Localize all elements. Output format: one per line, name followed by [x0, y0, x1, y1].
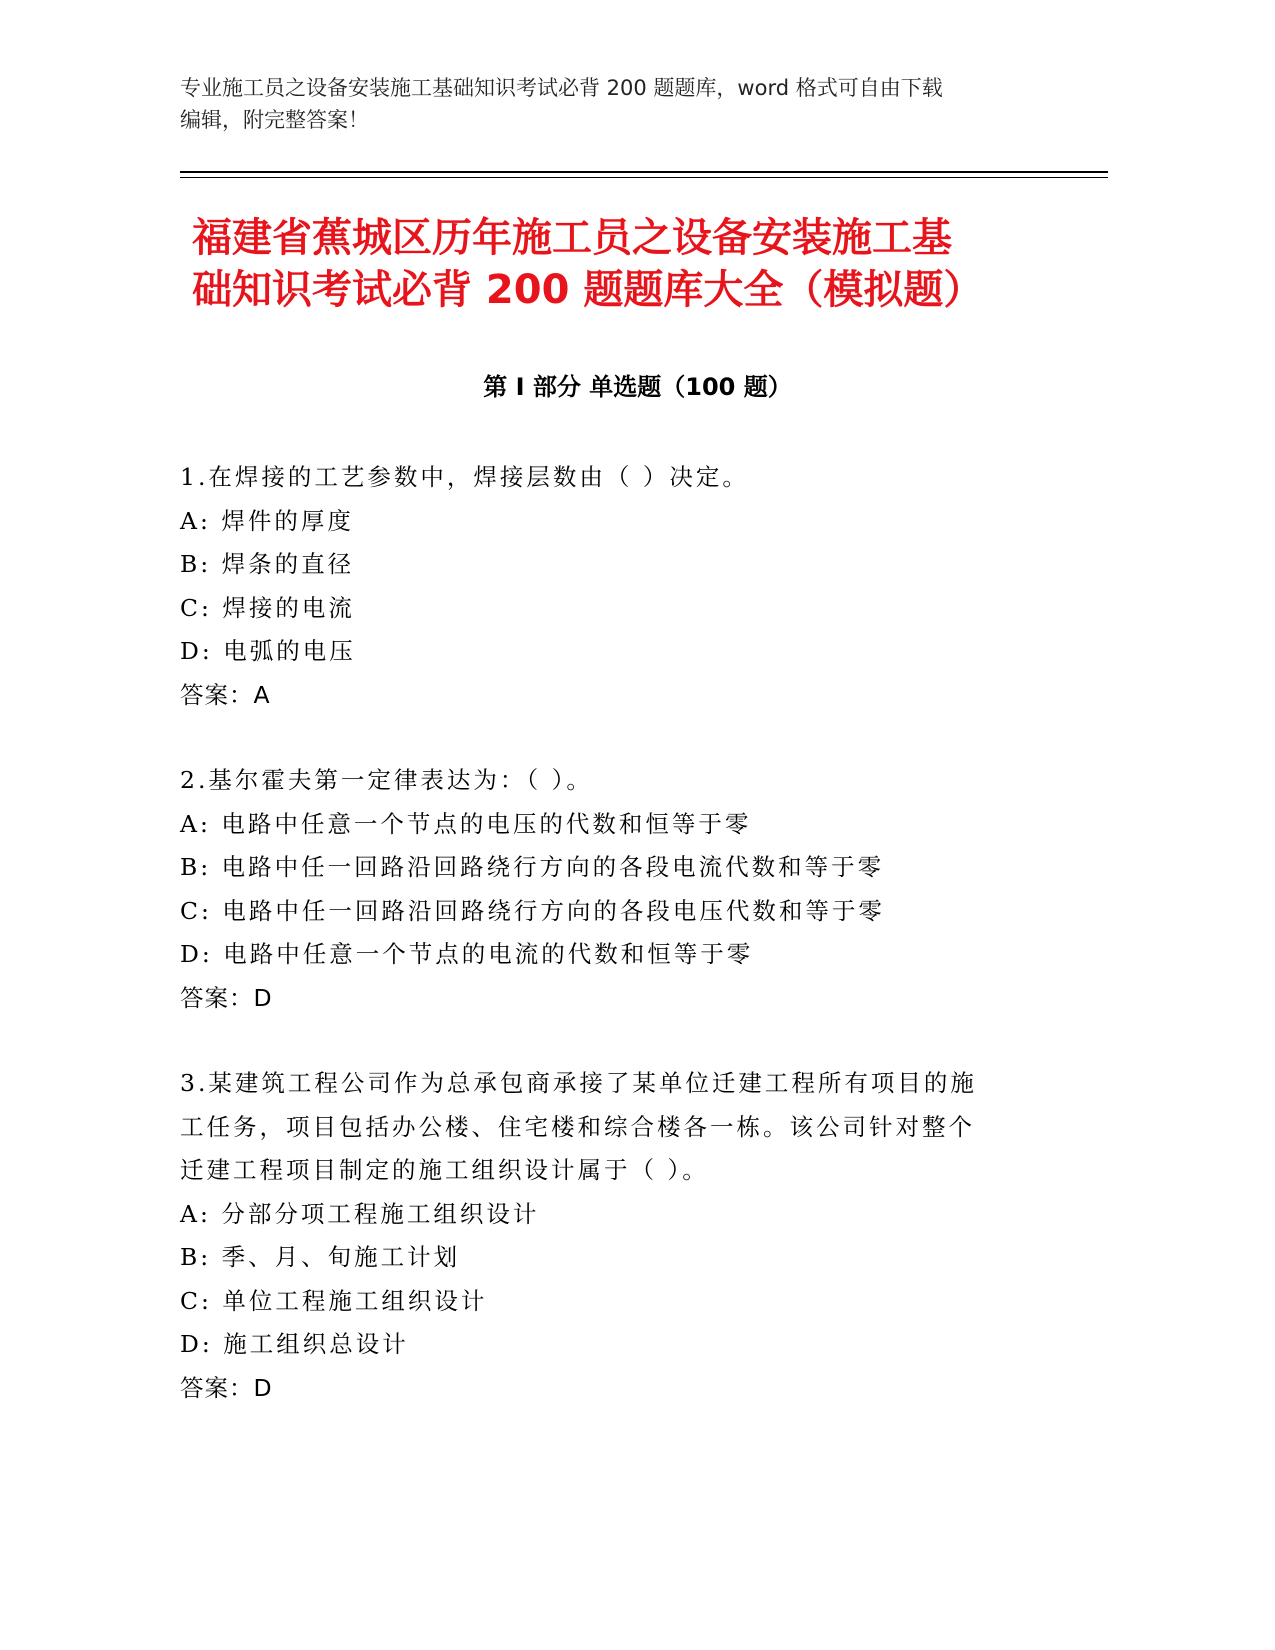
question-stem [180, 759, 1090, 803]
stem-line: 迁建工程项目制定的施工组织设计属于（ ）。 [180, 1156, 709, 1184]
stem-line: 3.某建筑工程公司作为总承包商承接了某单位迁建工程所有项目的施 [180, 1069, 977, 1097]
answer: 答案：D [180, 983, 273, 1012]
option-d: D: 施工组织总设计 [180, 1330, 409, 1358]
title-line-1: 福建省蕉城区历年施工员之设备安装施工基 [192, 215, 952, 261]
answer: 答案：D [180, 1373, 273, 1402]
option-c: C: 电路中任一回路沿回路绕行方向的各段电压代数和等于零 [180, 896, 885, 925]
question-1 [180, 456, 1090, 717]
option-a: A: 焊件的厚度 [180, 506, 354, 535]
stem-line: 2.基尔霍夫第一定律表达为：（ ）。 [180, 766, 593, 794]
option-a: A: 电路中任意一个节点的电压的代数和恒等于零 [180, 809, 752, 838]
stem-line: 1.在焊接的工艺参数中，焊接层数由（ ）决定。 [180, 463, 749, 491]
page-title [192, 212, 1062, 316]
question-stem [180, 456, 1090, 500]
header-line-1: 专业施工员之设备安装施工基础知识考试必背 200 题题库，word 格式可自由下载 [180, 76, 943, 100]
option-d: D: 电路中任意一个节点的电流的代数和恒等于零 [180, 940, 754, 968]
option-a: A: 分部分项工程施工组织设计 [180, 1199, 540, 1228]
option-b: B: 电路中任一回路沿回路绕行方向的各段电流代数和等于零 [180, 853, 885, 881]
stem-line: 工任务，项目包括办公楼、住宅楼和综合楼各一栋。该公司针对整个 [180, 1112, 975, 1141]
question-list [180, 456, 1090, 1452]
title-line-2: 础知识考试必背 200 题题库大全（模拟题） [192, 267, 984, 313]
question-3 [180, 1062, 1090, 1410]
question-2 [180, 759, 1090, 1020]
question-stem [180, 1062, 1090, 1193]
option-b: B: 焊条的直径 [180, 550, 355, 578]
header-divider-thick [180, 171, 1108, 173]
option-d: D: 电弧的电压 [180, 637, 356, 665]
header-divider-thin [180, 177, 1108, 178]
header-line-2: 编辑，附完整答案！ [180, 108, 369, 132]
section-heading: 第 I 部分 单选题（100 题） [483, 373, 792, 401]
option-c: C: 焊接的电流 [180, 593, 355, 622]
option-b: B: 季、月、旬施工计划 [180, 1243, 461, 1271]
document-header [180, 72, 1100, 136]
option-c: C: 单位工程施工组织设计 [180, 1286, 488, 1315]
answer: 答案：A [180, 680, 271, 709]
